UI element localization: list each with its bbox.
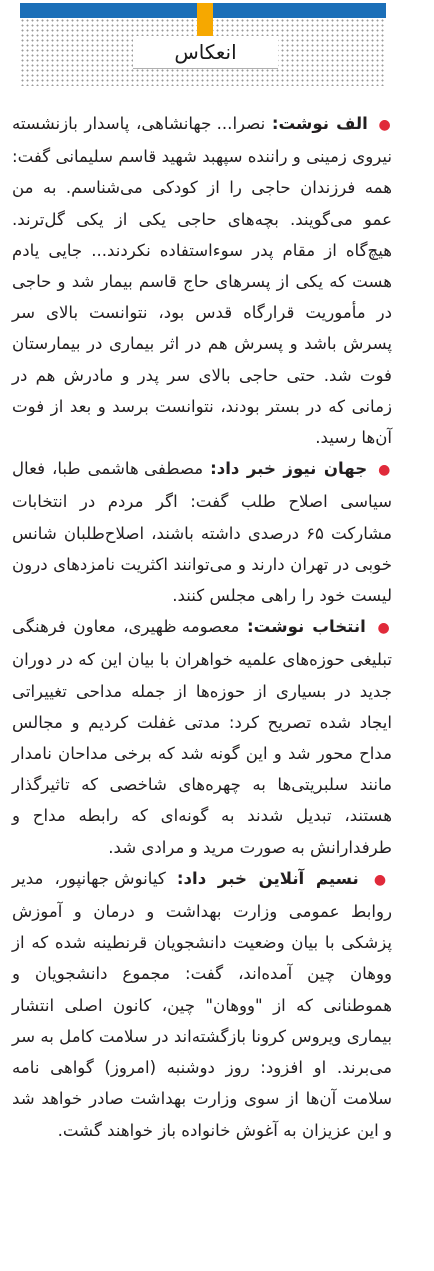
column-title-panel bbox=[133, 36, 278, 69]
accent-tab bbox=[197, 3, 213, 38]
bullet-icon: ● bbox=[378, 117, 392, 133]
news-item bbox=[12, 863, 392, 1146]
news-source: نسیم آنلاین خبر داد: bbox=[176, 868, 359, 888]
news-source: انتخاب نوشت: bbox=[247, 617, 366, 637]
news-source: الف نوشت: bbox=[271, 114, 368, 133]
news-text: معصومه ظهیری، معاون فرهنگی تبلیغی حوزه‌های علمیه خواهران با بیان این که در دوران جدید در بسیاری از حوزه‌ها از جمله مداحی تغییراتی ایجاد شده تصریح کرد: مدتی غفلت کردیم و مجالس مداح محور شد و این گونه شد که برخی مداحان نامدار مانند سلبریتی‌ها به چهره‌های شاخصی که تاثیرگذار هستند، تبدیل شدند به گونه‌ای که رابطه مداح و طرفدارانش به صورت مرید و مرادی شد. bbox=[12, 617, 392, 857]
bullet-icon: ● bbox=[373, 871, 392, 888]
news-item bbox=[12, 108, 392, 453]
news-item bbox=[12, 453, 392, 611]
column-title: انعکاس bbox=[174, 40, 237, 64]
news-text: نصرا... جهانشاهی، پاسدار بازنشسته نیروی زمینی و راننده سپهبد شهید قاسم سلیمانی گفت: همه فرزندان حاجی را از کودکی می‌شناسم. به من عمو می‌گویند. بچه‌های حاجی یکی از یکی گل‌ترند. هیچ‌گاه از مقام پدر سوءاستفاده نکردند... جایی یادم هست که یکی از پسرهای حاج قاسم بیمار شد و حاجی در مأموریت قرارگاه قدس بود، نتوانست بالای سر پسرش باشد و پسرش هم در اثر بیماری در بیمارستان فوت شد. حتی حاجی بالای سر پدر و مادرش هم در زمانی که در بستر بودند، نتوانست برسد و بعد از فوت آن‌ها رسید. bbox=[12, 114, 392, 448]
news-text: کیانوش جهانپور، مدیر روابط عمومی وزارت بهداشت و درمان و آموزش پزشکی با بیان وضعیت دانشجویان قرنطینه شده که از ووهان چین آمده‌اند، گفت: مجموع دانشجویان و هموطنانی که از "ووهان" چین، کانون اصلی انتشار بیماری ویروس کرونا بازگشته‌اند در سلامت کامل به سر می‌برند. او افزود: روز دوشنبه (امروز) گواهی نامه سلامت آن‌ها از سوی وزارت بهداشت صادر خواهد شد و این عزیزان به آغوش خانواده باز خواهند گشت. bbox=[12, 868, 392, 1140]
news-text: مصطفی هاشمی طبا، فعال سیاسی اصلاح طلب گفت: اگر مردم در انتخابات مشارکت ۶۵ درصدی داشته باشند، اصلاح‌طلبان شانس خوبی در تهران دارند و می‌توانند اکثریت نامزدهای درون لیست خود را راهی مجلس کنند. bbox=[12, 459, 392, 606]
bullet-icon: ● bbox=[377, 620, 392, 637]
news-source: جهان نیوز خبر داد: bbox=[210, 459, 368, 479]
bullet-icon: ● bbox=[378, 462, 393, 479]
article-body bbox=[12, 108, 392, 1146]
news-item bbox=[12, 611, 392, 863]
